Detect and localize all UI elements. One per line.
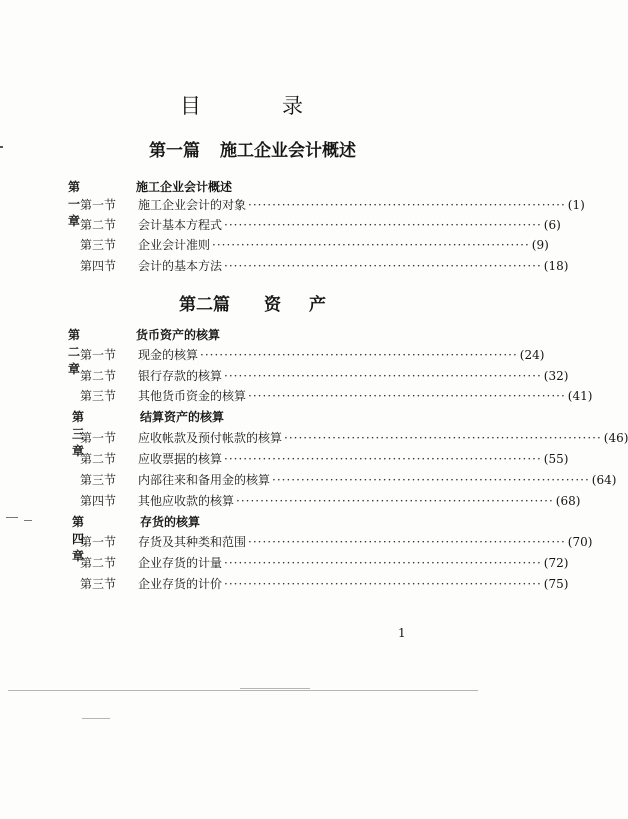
section-label: 第四节 (80, 259, 117, 273)
dot-leader: ·································································· (224, 577, 542, 591)
page-ref: (72) (543, 556, 569, 570)
section-label: 第一节 (80, 348, 117, 362)
section-title: 银行存款的核算 (138, 369, 223, 383)
dot-leader: ·································································· (212, 238, 530, 252)
dot-leader: ·································································· (224, 259, 542, 273)
toc-title-char-1: 目 (180, 94, 201, 118)
page-ref: (64) (591, 473, 617, 487)
toc-entry[interactable] (80, 216, 561, 234)
section-title: 现金的核算 (138, 348, 199, 362)
chapter-title: 结算资产的核算 (140, 410, 225, 424)
chapter-label: 第四章 (72, 515, 85, 563)
chapter-label: 第三章 (72, 410, 85, 458)
toc-title (0, 90, 505, 120)
section-title: 应收票据的核算 (138, 452, 223, 466)
dot-leader: ·································································· (248, 198, 566, 212)
section-label: 第三节 (80, 389, 117, 403)
dot-leader: ·································································· (272, 473, 590, 487)
toc-entry[interactable] (80, 575, 569, 593)
part-label: 第二篇 (179, 295, 230, 315)
dot-leader: ·································································· (236, 494, 554, 508)
page-ref: (55) (543, 452, 569, 466)
scan-artifact-line (8, 690, 478, 691)
dot-leader: ·································································· (224, 452, 542, 466)
part-title: 施工企业会计概述 (220, 141, 356, 161)
page-ref: (68) (555, 494, 581, 508)
page-number: 1 (398, 626, 406, 640)
chapter-title: 货币资产的核算 (136, 328, 221, 342)
section-title: 企业会计准则 (138, 238, 211, 252)
chapter-title: 存货的核算 (140, 515, 201, 529)
part-heading-1 (0, 136, 505, 161)
section-label: 第二节 (80, 556, 117, 570)
toc-entry[interactable] (80, 471, 617, 489)
section-label: 第一节 (80, 535, 117, 549)
section-label: 第二节 (80, 369, 117, 383)
toc-entry[interactable] (80, 533, 593, 551)
toc-entry[interactable] (80, 387, 593, 405)
dot-leader: ·································································· (224, 218, 542, 232)
dot-leader: ·································································· (224, 369, 542, 383)
page-ref: (70) (567, 535, 593, 549)
toc-entry[interactable] (80, 367, 569, 385)
page-ref: (41) (567, 389, 593, 403)
chapter-label: 第一章 (68, 180, 81, 228)
section-label: 第三节 (80, 577, 117, 591)
dot-leader: ·································································· (248, 535, 566, 549)
section-title: 应收帐款及预付帐款的核算 (138, 431, 283, 445)
part-heading-2 (0, 290, 505, 315)
toc-entry[interactable] (80, 492, 581, 510)
section-title: 存货及其种类和范围 (138, 535, 247, 549)
chapter-label: 第二章 (68, 328, 81, 376)
toc-entry[interactable] (80, 236, 549, 254)
section-title: 企业存货的计价 (138, 577, 223, 591)
section-title: 其他货币资金的核算 (138, 389, 247, 403)
section-label: 第一节 (80, 431, 117, 445)
part-label: 第一篇 (149, 141, 200, 161)
toc-entry[interactable] (80, 196, 585, 214)
dot-leader: ·································································· (224, 556, 542, 570)
page-ref: (46) (603, 431, 628, 445)
section-title: 企业存货的计量 (138, 556, 223, 570)
page-ref: (75) (543, 577, 569, 591)
part-title-char: 产 (309, 295, 326, 315)
dot-leader: ·································································· (200, 348, 518, 362)
page-ref: (1) (567, 198, 585, 212)
toc-entry[interactable] (80, 257, 569, 275)
scan-artifact-line (82, 718, 110, 719)
section-label: 第四节 (80, 494, 117, 508)
toc-title-char-2: 录 (282, 94, 303, 118)
toc-entry[interactable] (80, 554, 569, 572)
section-title: 会计的基本方法 (138, 259, 223, 273)
chapter-title: 施工企业会计概述 (136, 180, 233, 194)
section-title: 其他应收款的核算 (138, 494, 235, 508)
section-label: 第三节 (80, 238, 117, 252)
toc-entry[interactable] (80, 450, 569, 468)
section-title: 会计基本方程式 (138, 218, 223, 232)
toc-entry[interactable] (80, 429, 628, 447)
scan-artifact-mark (6, 517, 18, 518)
scan-artifact-mark (0, 146, 3, 148)
dot-leader: ·································································· (284, 431, 602, 445)
scan-artifact-line (240, 688, 310, 689)
section-title: 内部往来和备用金的核算 (138, 473, 271, 487)
section-label: 第二节 (80, 218, 117, 232)
page-ref: (24) (519, 348, 545, 362)
dot-leader: ·································································· (248, 389, 566, 403)
toc-entry[interactable] (80, 346, 545, 364)
page-ref: (18) (543, 259, 569, 273)
part-title-char: 资 (264, 295, 281, 315)
section-label: 第二节 (80, 452, 117, 466)
page-ref: (9) (531, 238, 549, 252)
section-label: 第一节 (80, 198, 117, 212)
page-ref: (6) (543, 218, 561, 232)
page-ref: (32) (543, 369, 569, 383)
scan-artifact-mark (24, 520, 32, 521)
section-title: 施工企业会计的对象 (138, 198, 247, 212)
section-label: 第三节 (80, 473, 117, 487)
